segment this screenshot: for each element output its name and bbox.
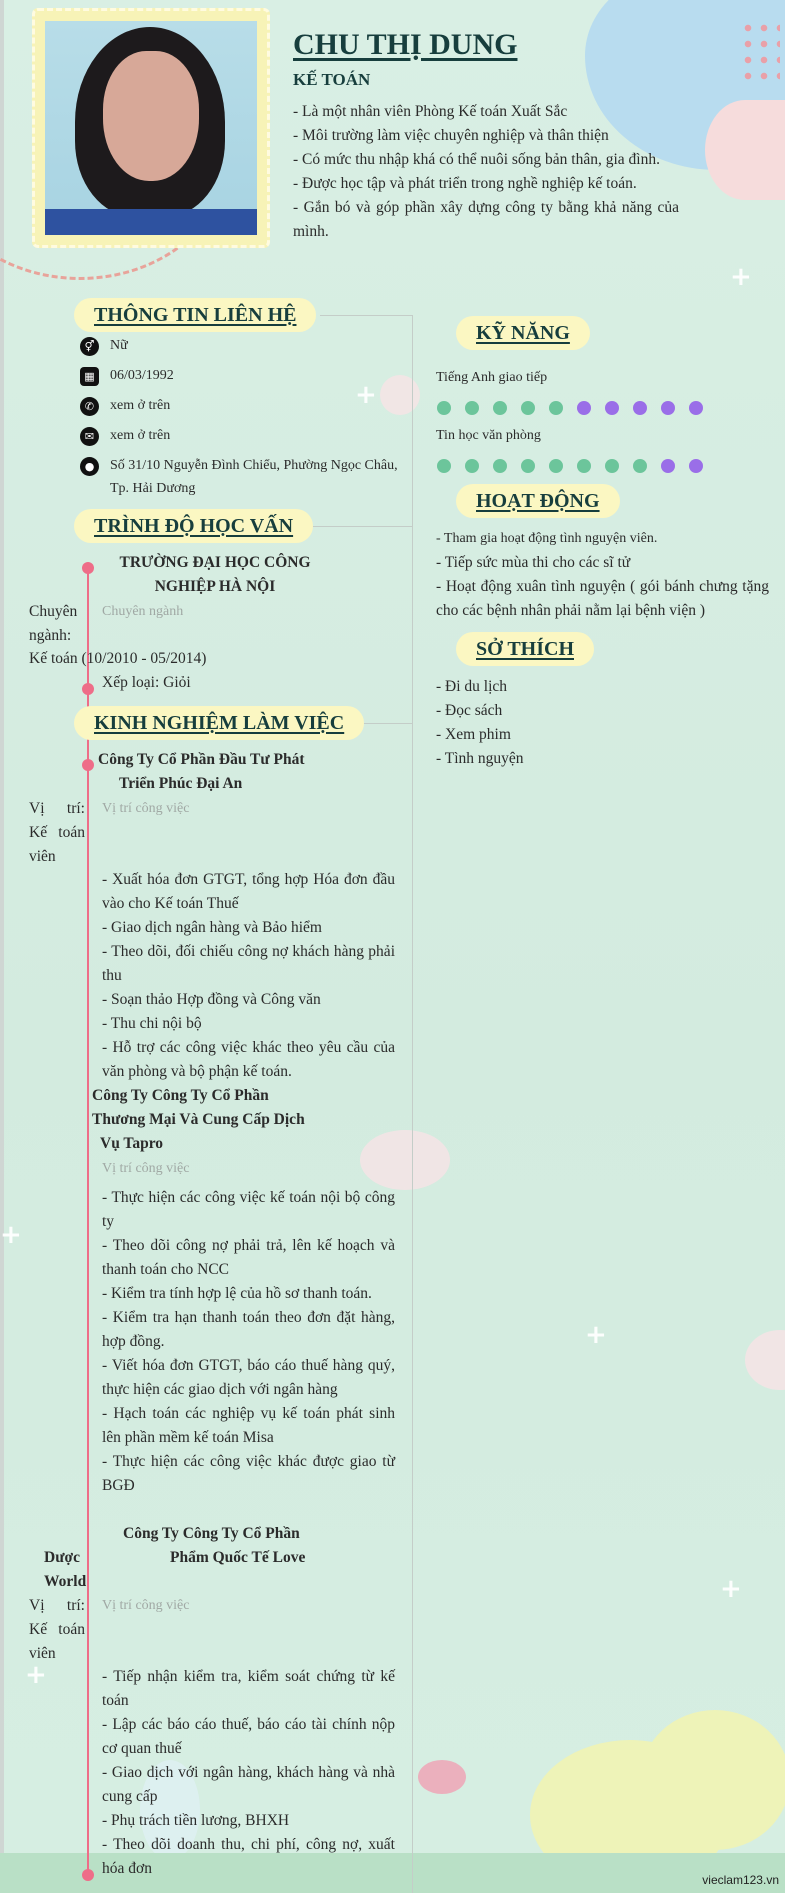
skill-dot-empty	[633, 401, 647, 415]
objective-line: - Môi trường làm việc chuyên nghiệp và thân thiện	[293, 127, 609, 144]
skill-name: Tiếng Anh giao tiếp	[436, 370, 548, 385]
hobbies-list	[436, 675, 736, 771]
hobby-item: - Xem phim	[436, 726, 511, 743]
duty-item: - Hỗ trợ các công việc khác theo yêu cầu của văn phòng và bộ phận kế toán.	[102, 1039, 395, 1080]
skill-dot-filled	[493, 459, 507, 473]
timeline-dot	[82, 683, 94, 695]
gender-value: Nữ	[110, 338, 128, 353]
skill-dot-filled	[549, 459, 563, 473]
decor-dots	[740, 20, 780, 80]
section-title-hobbies: SỞ THÍCH	[456, 632, 594, 666]
contact-email	[80, 424, 400, 447]
duty-item: - Theo dõi công nợ phải trả, lên kế hoạch và thanh toán cho NCC	[102, 1237, 395, 1278]
duty-item: - Theo dõi, đối chiếu công nợ khách hàng phải thu	[102, 943, 395, 984]
company-name: Vụ Tapro	[100, 1135, 164, 1152]
company-name: Công Ty Công Ty Cổ Phần	[92, 1087, 269, 1104]
skill-dot-filled	[465, 459, 479, 473]
decor-plus-icon: +	[730, 262, 752, 292]
decor-cloud	[745, 1330, 785, 1390]
activity-item: - Tiếp sức mùa thi cho các sĩ tử	[436, 554, 631, 571]
hobby-item: - Tình nguyện	[436, 750, 524, 767]
contact-phone	[80, 394, 400, 417]
skill-dot-filled	[549, 401, 563, 415]
duty-item: - Tiếp nhận kiểm tra, kiểm soát chứng từ kế toán	[102, 1668, 395, 1709]
candidate-name: CHU THỊ DUNG	[293, 28, 518, 61]
profile-photo-frame	[32, 8, 270, 248]
job-duties	[102, 1665, 395, 1881]
job-duties	[102, 868, 395, 1084]
job-role: Vị trí: Kế toán viên	[29, 800, 85, 865]
skill-dot-empty	[689, 401, 703, 415]
major-value: Kế toán (10/2010 - 05/2014)	[29, 650, 207, 667]
duty-item: - Giao dịch ngân hàng và Bảo hiểm	[102, 919, 322, 936]
page-edge	[0, 0, 4, 1893]
position-placeholder: Vị trí công việc	[102, 1598, 190, 1613]
skill-rating	[437, 401, 703, 415]
grade: Xếp loại: Giỏi	[102, 674, 191, 691]
skill-name: Tin học văn phòng	[436, 428, 541, 443]
objective-line: - Có mức thu nhập khá có thể nuôi sống bản thân, gia đình.	[293, 151, 660, 168]
section-title-experience: KINH NGHIỆM LÀM VIỆC	[74, 706, 364, 740]
gender-icon: ⚥	[80, 337, 99, 356]
calendar-icon: ▦	[80, 367, 99, 386]
contact-address	[80, 454, 400, 500]
duty-item: - Thực hiện các công việc khác được giao từ BGĐ	[102, 1453, 395, 1494]
timeline-dot	[82, 1869, 94, 1881]
skill-dot-filled	[437, 459, 451, 473]
duty-item: - Viết hóa đơn GTGT, báo cáo thuế hàng quý, thực hiện các giao dịch với ngân hàng	[102, 1357, 395, 1398]
duty-item: - Kiểm tra hạn thanh toán theo đơn đặt hàng, hợp đồng.	[102, 1309, 395, 1350]
hobby-item: - Đi du lịch	[436, 678, 508, 695]
skill-dot-empty	[661, 401, 675, 415]
section-title-education: TRÌNH ĐỘ HỌC VẤN	[74, 509, 313, 543]
position-placeholder: Vị trí công việc	[102, 801, 190, 816]
duty-item: - Giao dịch với ngân hàng, khách hàng và nhà cung cấp	[102, 1764, 395, 1805]
skill-dot-filled	[605, 459, 619, 473]
profile-photo	[45, 21, 257, 235]
section-title-contact: THÔNG TIN LIÊN HỆ	[74, 298, 316, 332]
company-name: Thương Mại Và Cung Cấp Dịch	[92, 1111, 305, 1128]
activity-item: - Tham gia hoạt động tình nguyện viên.	[436, 531, 658, 546]
skill-dot-filled	[633, 459, 647, 473]
activities-list	[436, 527, 769, 623]
company-name: Triển Phúc Đại An	[119, 775, 243, 792]
duty-item: - Theo dõi doanh thu, chi phí, công nợ, xuất hóa đơn	[102, 1836, 395, 1877]
skill-dot-filled	[521, 401, 535, 415]
skill-dot-filled	[521, 459, 535, 473]
decor-cloud	[360, 1130, 450, 1190]
skill-dot-empty	[661, 459, 675, 473]
email-icon: ✉	[80, 427, 99, 446]
duty-item: - Thu chi nội bộ	[102, 1015, 202, 1032]
email-value: xem ở trên	[110, 428, 171, 443]
decor-bush	[640, 1710, 785, 1850]
activity-item: - Hoạt động xuân tình nguyện ( gói bánh chưng tặng cho các bệnh nhân phải nằm lại bệnh viện )	[436, 578, 769, 619]
contact-birthday	[80, 364, 400, 387]
skill-dot-empty	[577, 401, 591, 415]
major-label: Chuyên ngành:	[29, 603, 78, 644]
skill-dot-empty	[605, 401, 619, 415]
duty-item: - Phụ trách tiền lương, BHXH	[102, 1812, 290, 1829]
duty-item: - Xuất hóa đơn GTGT, tổng hợp Hóa đơn đầu vào cho Kế toán Thuế	[102, 871, 395, 912]
job-title: KẾ TOÁN	[293, 70, 371, 89]
duty-item: - Soạn thảo Hợp đồng và Công văn	[102, 991, 321, 1008]
duty-item: - Kiểm tra tính hợp lệ của hồ sơ thanh toán.	[102, 1285, 372, 1302]
position-placeholder: Vị trí công việc	[102, 1161, 190, 1176]
phone-icon: ✆	[80, 397, 99, 416]
company-name: World	[44, 1573, 87, 1590]
company-name: Công Ty Công Ty Cổ Phần	[123, 1525, 300, 1542]
job-duties	[102, 1186, 395, 1498]
company-name: Phẩm Quốc Tế Love	[170, 1549, 306, 1566]
decor-blob-pink	[705, 100, 785, 200]
section-title-activities: HOẠT ĐỘNG	[456, 484, 620, 518]
skill-dot-filled	[465, 401, 479, 415]
skill-rating	[437, 459, 703, 473]
duty-item: - Hạch toán các nghiệp vụ kế toán phát sinh lên phần mềm kế toán Misa	[102, 1405, 395, 1446]
major-placeholder: Chuyên ngành	[102, 604, 184, 619]
birthday-value: 06/03/1992	[110, 368, 174, 383]
decor-mushroom	[418, 1760, 466, 1794]
objective-line: - Là một nhân viên Phòng Kế toán Xuất Sắc	[293, 103, 568, 120]
hobby-item: - Đọc sách	[436, 702, 503, 719]
timeline-dot	[82, 562, 94, 574]
objective-line: - Gắn bó và góp phần xây dựng công ty bằng khả năng của mình.	[293, 199, 679, 240]
skill-dot-filled	[577, 459, 591, 473]
company-name: Công Ty Cổ Phần Đầu Tư Phát	[98, 751, 305, 768]
decor-plus-icon: +	[25, 1660, 47, 1690]
objective-line: - Được học tập và phát triển trong nghề nghiệp kế toán.	[293, 175, 637, 192]
company-name: Dược	[44, 1549, 80, 1566]
site-watermark: vieclam123.vn	[702, 1873, 779, 1887]
decor-plus-icon: +	[355, 380, 377, 410]
divider	[320, 315, 412, 316]
section-title-skills: KỸ NĂNG	[456, 316, 590, 350]
skill-dot-filled	[493, 401, 507, 415]
skill-dot-empty	[689, 459, 703, 473]
contact-gender	[80, 334, 400, 357]
job-role: Vị trí: Kế toán viên	[29, 1597, 85, 1662]
school-name: TRƯỜNG ĐẠI HỌC CÔNG NGHIỆP HÀ NỘI	[119, 554, 311, 595]
duty-item: - Lập các báo cáo thuế, báo cáo tài chính nộp cơ quan thuế	[102, 1716, 395, 1757]
address-value: Số 31/10 Nguyễn Đình Chiểu, Phường Ngọc Châu, Tp. Hải Dương	[110, 458, 398, 496]
timeline-dot	[82, 759, 94, 771]
location-pin-icon: ●	[80, 457, 99, 476]
decor-plus-icon: +	[720, 1574, 742, 1604]
duty-item: - Thực hiện các công việc kế toán nội bộ công ty	[102, 1189, 395, 1230]
skill-dot-filled	[437, 401, 451, 415]
decor-plus-icon: +	[0, 1220, 22, 1250]
column-divider	[412, 315, 413, 1893]
phone-value: xem ở trên	[110, 398, 171, 413]
decor-plus-icon: +	[585, 1320, 607, 1350]
career-objective	[293, 100, 679, 244]
